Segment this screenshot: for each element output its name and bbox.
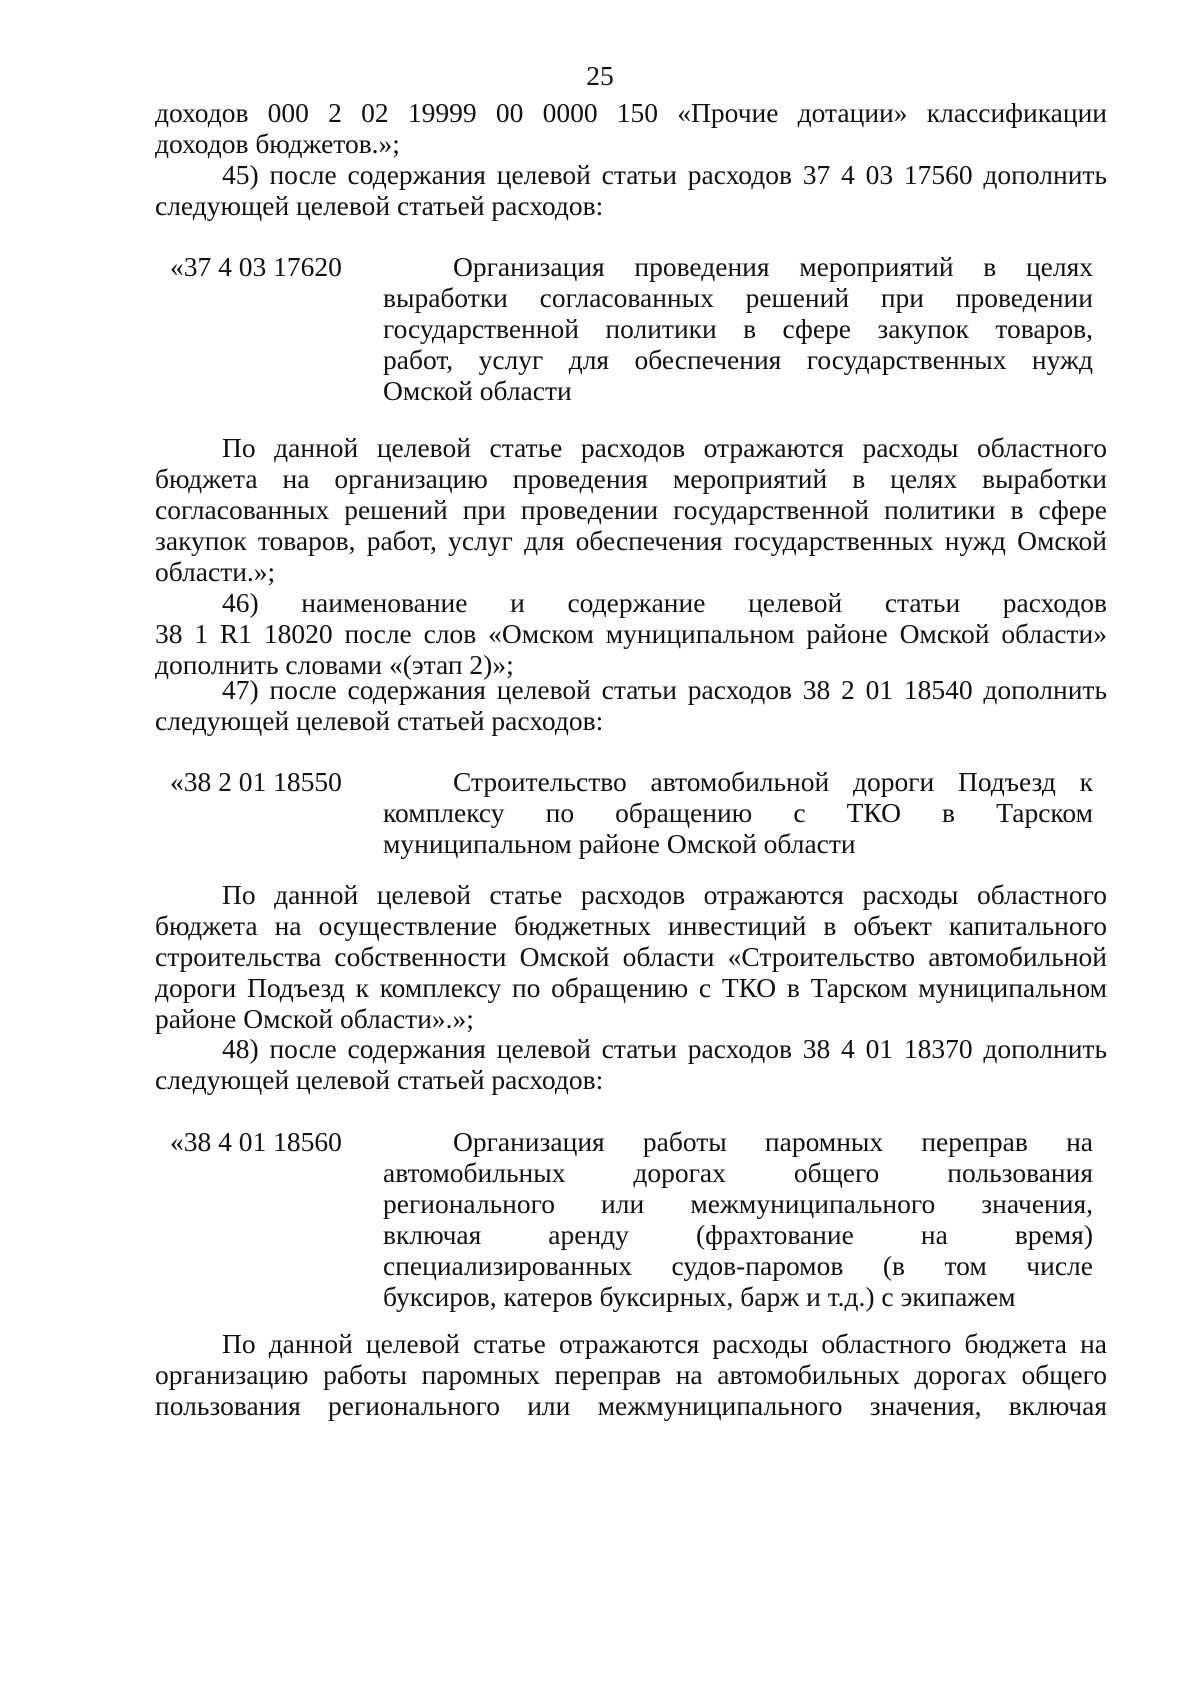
text-line: 45) после содержания целевой статьи расходов 37 4 03 17560 дополнить [222, 159, 1107, 190]
text-line: организацию работы паромных переправ на автомобильных дорогах общего [155, 1359, 1107, 1390]
text-line: По данной целевой статье расходов отражаются расходы областного [222, 432, 1107, 463]
text-line: закупок товаров, работ, услуг для обеспечения государственных нужд Омской [155, 525, 1107, 556]
text-line: доходов бюджетов.»; [155, 128, 400, 159]
text-line: государственной политики в сфере закупок товаров, [383, 313, 1093, 344]
paragraph-48 [155, 1033, 1107, 1095]
text-line: следующей целевой статьей расходов: [155, 190, 604, 221]
text-line: 38 1 R1 18020 после слов «Омском муниципальном районе Омской области» [155, 618, 1107, 649]
text-line: Омской области [383, 375, 572, 406]
text-line: пользования регионального или межмуниципального значения, включая [155, 1390, 1107, 1421]
text-line: доходов 000 2 02 19999 00 0000 150 «Прочие дотации» классификации [155, 97, 1107, 128]
text-line: строительства собственности Омской области «Строительство автомобильной [155, 941, 1107, 972]
text-line: По данной целевой статье расходов отражаются расходы областного [222, 879, 1107, 910]
text-line: работ, услуг для обеспечения государственных нужд [383, 344, 1093, 375]
text-line: дополнить словами «(этап 2)»; [155, 649, 514, 680]
text-line: следующей целевой статьей расходов: [155, 1064, 604, 1095]
text-line: 46) наименование и содержание целевой статьи расходов [222, 587, 1107, 618]
paragraph-45 [155, 159, 1107, 221]
text-line: муниципальном районе Омской области [383, 828, 856, 859]
text-line: комплексу по обращению с ТКО в Тарском [383, 797, 1093, 828]
page-number: 25 [586, 60, 614, 91]
text-line: 48) после содержания целевой статьи расходов 38 4 01 18370 дополнить [222, 1033, 1107, 1064]
text-line: бюджета на осуществление бюджетных инвестиций в объект капитального [155, 910, 1107, 941]
text-line: Организация проведения мероприятий в целях [453, 251, 1093, 282]
text-line: выработки согласованных решений при проведении [383, 282, 1093, 313]
text-line: регионального или межмуниципального значения, [383, 1188, 1093, 1219]
text-line: буксиров, катеров буксирных, барж и т.д.) с экипажем [383, 1281, 1016, 1312]
text-line: включая аренду (фрахтование на время) [383, 1219, 1093, 1250]
paragraph-1 [155, 97, 1107, 159]
text-line: специализированных судов-паромов (в том числе [383, 1250, 1093, 1281]
text-line: автомобильных дорогах общего пользования [383, 1157, 1093, 1188]
text-line: следующей целевой статьей расходов: [155, 705, 604, 736]
expense-description-3 [383, 1126, 1093, 1312]
text-line: Строительство автомобильной дороги Подъезд к [453, 766, 1093, 797]
text-line: Организация работы паромных переправ на [453, 1126, 1093, 1157]
expense-code-38-2-01-18550: «38 2 01 18550 [170, 766, 342, 797]
paragraph-description-1 [155, 432, 1107, 587]
paragraph-description-2 [155, 879, 1107, 1034]
text-line: бюджета на организацию проведения мероприятий в целях выработки [155, 463, 1107, 494]
text-line: согласованных решений при проведении государственной политики в сфере [155, 494, 1107, 525]
paragraph-47 [155, 674, 1107, 736]
expense-code-37-4-03-17620: «37 4 03 17620 [170, 251, 342, 282]
paragraph-description-3 [155, 1328, 1107, 1421]
expense-description-2 [383, 766, 1093, 859]
expense-code-38-4-01-18560: «38 4 01 18560 [170, 1126, 342, 1157]
text-line: области.»; [155, 556, 276, 587]
text-line: 47) после содержания целевой статьи расходов 38 2 01 18540 дополнить [222, 674, 1107, 705]
text-line: дороги Подъезд к комплексу по обращению с ТКО в Тарском муниципальном [155, 972, 1107, 1003]
text-line: районе Омской области».»; [155, 1003, 474, 1034]
expense-description-1 [383, 251, 1093, 406]
text-line: По данной целевой статье отражаются расходы областного бюджета на [222, 1328, 1107, 1359]
paragraph-46 [155, 587, 1107, 680]
